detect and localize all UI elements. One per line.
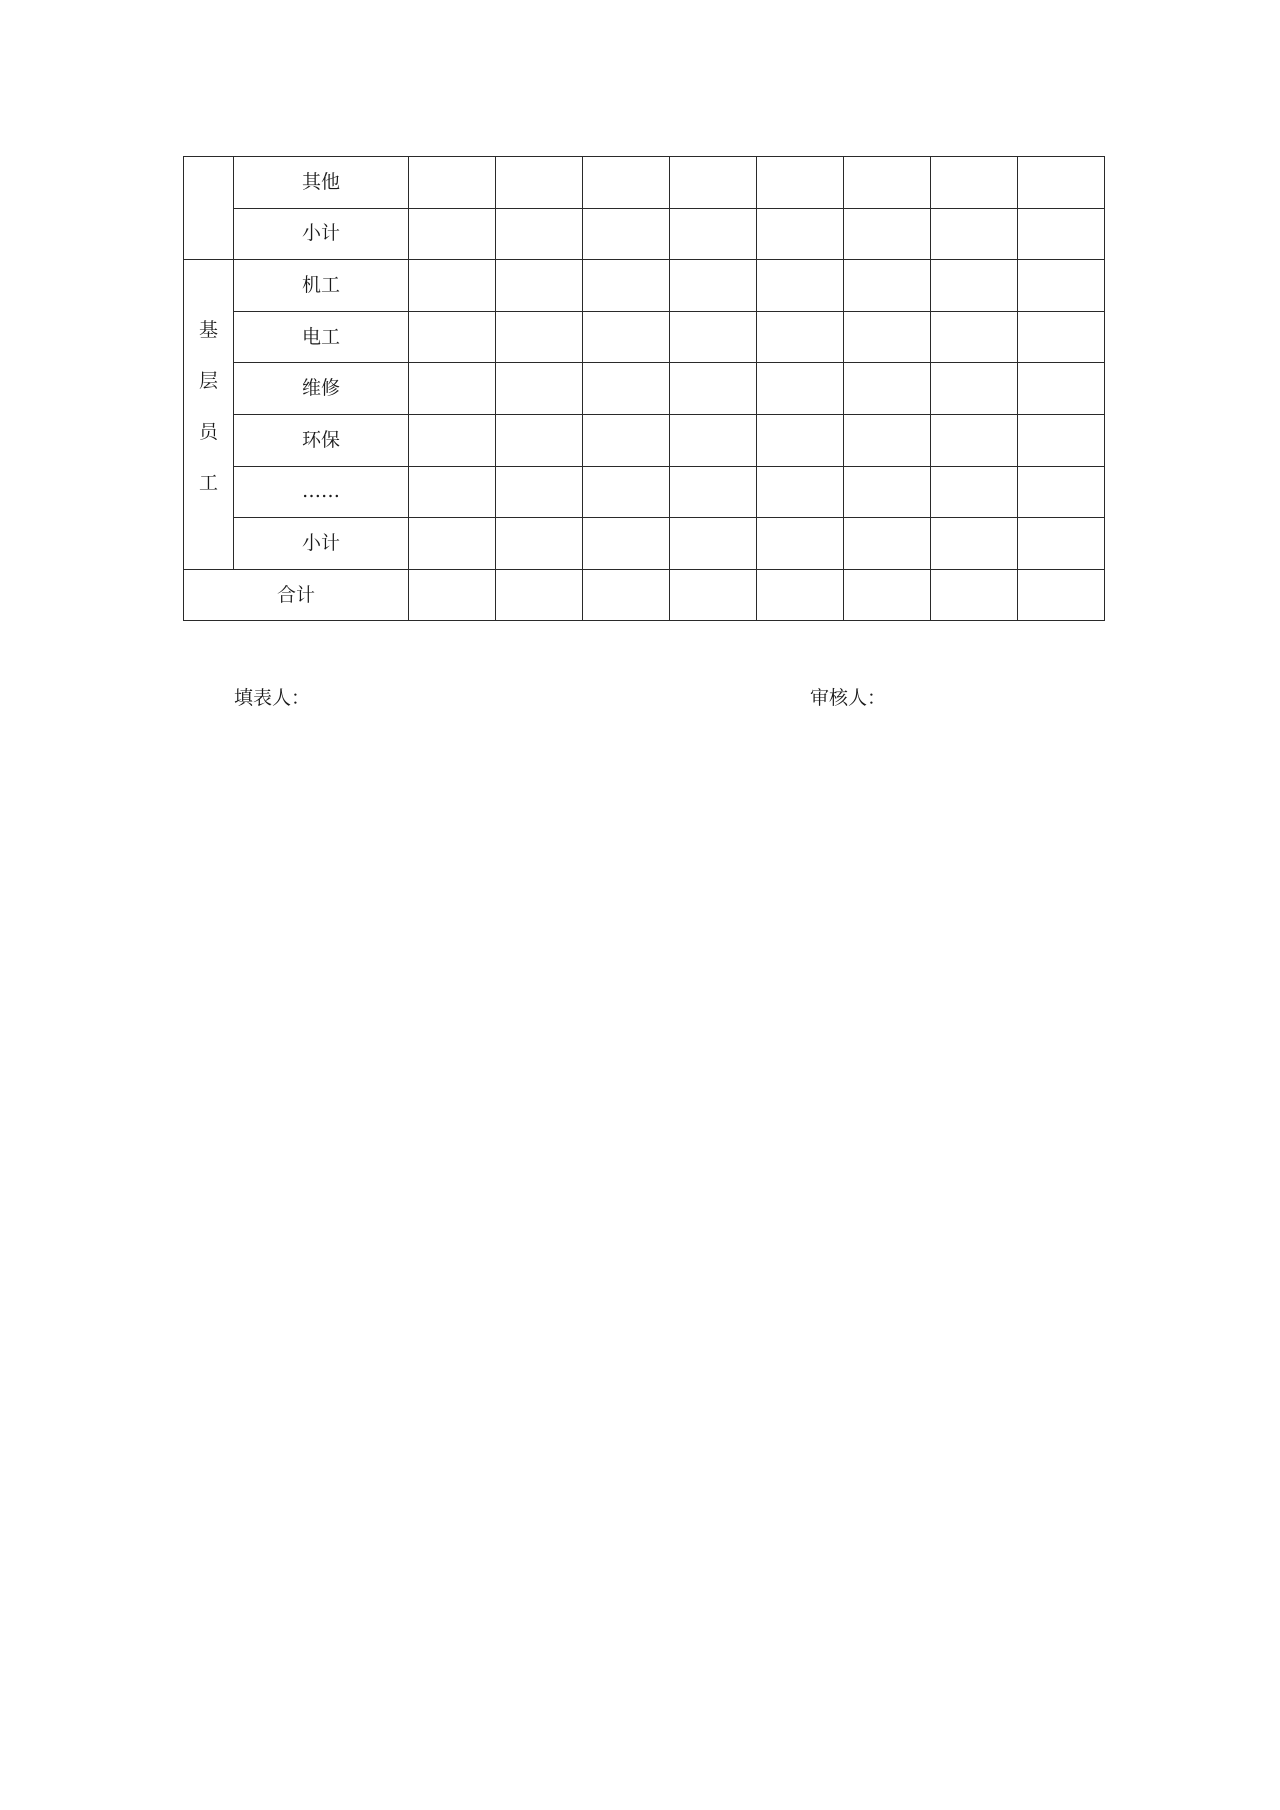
data-cell[interactable]: [670, 363, 757, 415]
data-cell[interactable]: [670, 260, 757, 312]
data-cell[interactable]: [757, 208, 844, 260]
table-row: [184, 260, 1105, 312]
table-row: [184, 157, 1105, 209]
data-cell[interactable]: [409, 466, 496, 518]
data-cell[interactable]: [670, 157, 757, 209]
staffing-table: [183, 156, 1105, 621]
data-cell[interactable]: [583, 569, 670, 621]
row-label-total: 合计: [184, 569, 409, 621]
data-cell[interactable]: [583, 311, 670, 363]
table-row: [184, 363, 1105, 415]
group-char: 工: [198, 472, 218, 495]
basic-staff-group-cell: [184, 260, 234, 570]
data-cell[interactable]: [931, 414, 1018, 466]
data-cell[interactable]: [409, 518, 496, 570]
table-row: [184, 311, 1105, 363]
data-cell[interactable]: [931, 363, 1018, 415]
data-cell[interactable]: [931, 466, 1018, 518]
data-cell[interactable]: [1018, 157, 1105, 209]
data-cell[interactable]: [670, 311, 757, 363]
data-cell[interactable]: [583, 363, 670, 415]
data-cell[interactable]: [931, 311, 1018, 363]
data-cell[interactable]: [931, 157, 1018, 209]
data-cell[interactable]: [844, 208, 931, 260]
data-cell[interactable]: [496, 518, 583, 570]
basic-staff-group-label: [184, 304, 233, 524]
row-label-other: 其他: [234, 157, 409, 209]
data-cell[interactable]: [757, 414, 844, 466]
data-cell[interactable]: [496, 363, 583, 415]
data-cell[interactable]: [409, 157, 496, 209]
table-row: [184, 466, 1105, 518]
filler-label: 填表人：: [234, 687, 311, 709]
data-cell[interactable]: [670, 518, 757, 570]
row-label-subtotal: 小计: [234, 208, 409, 260]
data-cell[interactable]: [844, 157, 931, 209]
data-cell[interactable]: [931, 518, 1018, 570]
data-cell[interactable]: [757, 311, 844, 363]
data-cell[interactable]: [409, 208, 496, 260]
data-cell[interactable]: [583, 260, 670, 312]
data-cell[interactable]: [409, 363, 496, 415]
group-char: 层: [198, 370, 218, 393]
table-row: [184, 414, 1105, 466]
data-cell[interactable]: [670, 414, 757, 466]
data-cell[interactable]: [583, 518, 670, 570]
data-cell[interactable]: [670, 208, 757, 260]
row-label-environmental: 环保: [234, 414, 409, 466]
data-cell[interactable]: [409, 414, 496, 466]
data-cell[interactable]: [583, 414, 670, 466]
data-cell[interactable]: [844, 414, 931, 466]
data-cell[interactable]: [757, 157, 844, 209]
data-cell[interactable]: [757, 260, 844, 312]
row-label-mechanic: 机工: [234, 260, 409, 312]
data-cell[interactable]: [844, 311, 931, 363]
data-cell[interactable]: [757, 363, 844, 415]
data-cell[interactable]: [583, 157, 670, 209]
data-cell[interactable]: [931, 569, 1018, 621]
reviewer-label: 审核人：: [810, 687, 887, 709]
data-cell[interactable]: [1018, 260, 1105, 312]
data-cell[interactable]: [1018, 518, 1105, 570]
row-label-electrician: 电工: [234, 311, 409, 363]
data-cell[interactable]: [931, 208, 1018, 260]
table-row-total: [184, 569, 1105, 621]
data-cell[interactable]: [844, 466, 931, 518]
data-cell[interactable]: [409, 260, 496, 312]
data-cell[interactable]: [1018, 466, 1105, 518]
data-cell[interactable]: [496, 466, 583, 518]
data-cell[interactable]: [1018, 363, 1105, 415]
data-cell[interactable]: [496, 569, 583, 621]
data-cell[interactable]: [583, 208, 670, 260]
row-label-ellipsis: ……: [234, 466, 409, 518]
group-char: 基: [198, 319, 218, 342]
data-cell[interactable]: [844, 569, 931, 621]
data-cell[interactable]: [844, 260, 931, 312]
data-cell[interactable]: [1018, 311, 1105, 363]
data-cell[interactable]: [670, 569, 757, 621]
data-cell[interactable]: [757, 518, 844, 570]
data-cell[interactable]: [1018, 414, 1105, 466]
data-cell[interactable]: [1018, 208, 1105, 260]
data-cell[interactable]: [931, 260, 1018, 312]
row-label-maintenance: 维修: [234, 363, 409, 415]
data-cell[interactable]: [583, 466, 670, 518]
data-cell[interactable]: [844, 518, 931, 570]
group-char: 员: [198, 421, 218, 444]
data-cell[interactable]: [496, 260, 583, 312]
data-cell[interactable]: [496, 311, 583, 363]
data-cell[interactable]: [757, 466, 844, 518]
table-row: [184, 208, 1105, 260]
data-cell[interactable]: [670, 466, 757, 518]
data-cell[interactable]: [496, 414, 583, 466]
top-group-cell: [184, 157, 234, 260]
data-cell[interactable]: [1018, 569, 1105, 621]
data-cell[interactable]: [757, 569, 844, 621]
data-cell[interactable]: [409, 311, 496, 363]
row-label-subtotal: 小计: [234, 518, 409, 570]
data-cell[interactable]: [496, 208, 583, 260]
data-cell[interactable]: [409, 569, 496, 621]
table-row: [184, 518, 1105, 570]
data-cell[interactable]: [496, 157, 583, 209]
data-cell[interactable]: [844, 363, 931, 415]
